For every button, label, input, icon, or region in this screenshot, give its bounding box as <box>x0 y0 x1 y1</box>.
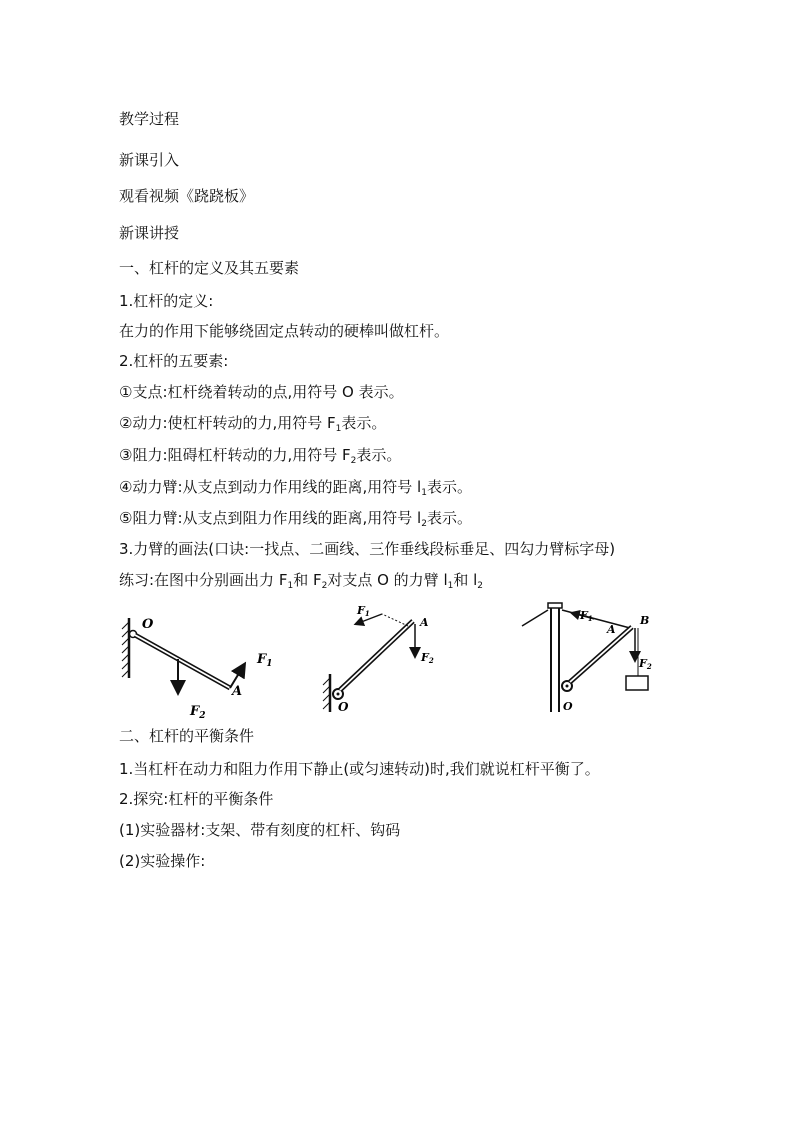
heading-lecture: 新课讲授 <box>119 224 180 242</box>
explore-title: 2.探究:杠杆的平衡条件 <box>119 790 274 808</box>
heading-process: 教学过程 <box>119 110 180 128</box>
fig3-label-o: O <box>563 700 573 713</box>
fig1-label-o: O <box>142 617 154 632</box>
section-2-title: 二、杠杆的平衡条件 <box>119 727 255 745</box>
fig2-label-a: A <box>420 616 429 629</box>
lever-figure-2 <box>320 600 450 718</box>
element-effort: ②动力:使杠杆转动的力,用符号 $F_1$表示。 <box>119 414 387 434</box>
fig1-label-f2: $F_2$ <box>190 704 206 718</box>
exercise-text: 练习:在图中分别画出力 $F_1$和 $F_2$对支点 O 的力臂 $l_1$和 $l_2$ <box>119 571 484 591</box>
intro-video-text: 观看视频《跷跷板》 <box>119 187 255 205</box>
heading-intro: 新课引入 <box>119 151 180 169</box>
fig3-label-f1: F1 <box>580 609 593 623</box>
element-resistance: ③阻力:阻碍杠杆转动的力,用符号 $F_2$表示。 <box>119 446 402 466</box>
element-resistance-arm: ⑤阻力臂:从支点到阻力作用线的距离,用符号 $l_2$表示。 <box>119 509 472 529</box>
fig1-label-a: A <box>232 684 243 699</box>
lever-figures <box>118 600 678 718</box>
definition-text: 在力的作用下能够绕固定点转动的硬棒叫做杠杆。 <box>119 322 450 340</box>
fig3-label-a: A <box>607 623 616 636</box>
operation-text: (2)实验操作: <box>119 852 206 870</box>
fig3-label-b: B <box>640 614 650 627</box>
section-1-title: 一、杠杆的定义及其五要素 <box>119 259 300 277</box>
balance-definition: 1.当杠杆在动力和阻力作用下静止(或匀速转动)时,我们就说杠杆平衡了。 <box>119 760 600 778</box>
element-fulcrum: ①支点:杠杆绕着转动的点,用符号 O 表示。 <box>119 383 404 401</box>
materials-text: (1)实验器材:支架、带有刻度的杠杆、钩码 <box>119 821 401 839</box>
elements-title: 2.杠杆的五要素: <box>119 352 229 370</box>
fig3-label-f2: F2 <box>639 657 652 671</box>
fig1-label-f1: $F_1$ <box>257 652 273 669</box>
element-effort-arm: ④动力臂:从支点到动力作用线的距离,用符号 $l_1$表示。 <box>119 478 472 498</box>
lever-arm-method: 3.力臂的画法(口诀:一找点、二画线、三作垂线段标垂足、四勾力臂标字母) <box>119 540 616 558</box>
lever-figure-1 <box>118 600 288 718</box>
definition-title: 1.杠杆的定义: <box>119 292 214 310</box>
fig2-label-f2: F2 <box>421 651 434 665</box>
lever-figure-3 <box>518 600 678 718</box>
fig2-label-f1: F1 <box>357 604 370 618</box>
fig2-label-o: O <box>338 700 349 714</box>
